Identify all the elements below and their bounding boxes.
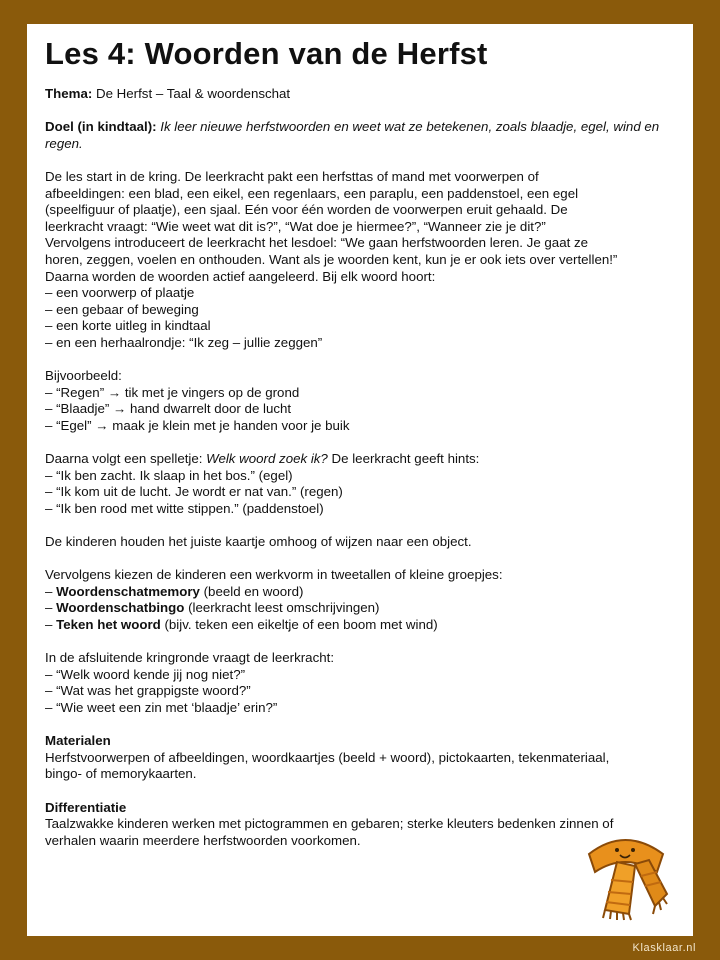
footer-brand: Klasklaar.nl	[632, 942, 696, 954]
materials-line: Herfstvoorwerpen of afbeeldingen, woordkaartjes (beeld + woord), pictokaarten, tekenmateriaal,	[45, 749, 610, 765]
workform-dash: –	[45, 600, 57, 616]
game-intro	[45, 451, 675, 468]
intro-line: Daarna worden de woorden actief aangeleerd. Bij elk woord hoort:	[45, 268, 436, 284]
game-prefix: Daarna volgt een spelletje:	[45, 451, 207, 467]
theme-line	[45, 86, 675, 103]
example-item: – “Regen” → tik met je vingers op de grond	[45, 384, 300, 400]
closing-question: – “Wat was het grappigste woord?”	[45, 683, 251, 699]
intro-block	[45, 169, 675, 352]
intro-line: Vervolgens introduceert de leerkracht het lesdoel: “We gaan herfstwoorden leren. Je gaat ze	[45, 235, 589, 251]
workform-name: Teken het woord	[56, 617, 161, 632]
goal-label: Doel (in kindtaal):	[45, 119, 157, 135]
game-hint: – “Ik ben rood met witte stippen.” (paddenstoel)	[45, 500, 324, 516]
lesson-sheet	[27, 24, 693, 936]
workform-dash: –	[45, 583, 57, 599]
workform-item	[45, 617, 675, 634]
workform-dash: –	[45, 617, 57, 632]
differentiation-line: Taalzwakke kinderen werken met pictogrammen en gebaren; sterke kleuters bedenken zinnen of	[45, 816, 614, 832]
materials-heading: Materialen	[45, 733, 111, 749]
game-block	[45, 451, 675, 517]
intro-line: horen, zeggen, voelen en onthouden. Want als je woorden kent, kun je er ook iets over vertellen!”	[45, 251, 618, 267]
game-hint: – “Ik kom uit de lucht. Je wordt er nat van.” (regen)	[45, 484, 343, 500]
closing-question: – “Welk woord kende jij nog niet?”	[45, 666, 246, 682]
example-item: – “Egel” → maak je klein met je handen voor je buik	[45, 417, 350, 433]
closing-block	[45, 650, 675, 716]
workforms-intro: Vervolgens kiezen de kinderen een werkvorm in tweetallen of kleine groepjes:	[45, 567, 503, 583]
workform-item	[45, 584, 675, 601]
workform-desc: (bijv. teken een eikeltje of een boom met wind)	[160, 617, 438, 632]
example-block	[45, 368, 675, 434]
differentiation-heading: Differentiatie	[45, 799, 127, 815]
workform-desc: (leerkracht leest omschrijvingen)	[184, 600, 380, 616]
example-heading: Bijvoorbeeld:	[45, 368, 122, 384]
workforms-block	[45, 567, 675, 633]
closing-question: – “Wie weet een zin met ‘blaadje’ erin?”	[45, 699, 278, 715]
theme-text: De Herfst – Taal & woordenschat	[92, 86, 291, 101]
intro-line: – een voorwerp of plaatje	[45, 285, 195, 301]
intro-line: – een gebaar of beweging	[45, 301, 199, 317]
intro-line: (speelfiguur of plaatje), een sjaal. Eén voor één worden de voorwerpen eruit gehaald. De	[45, 202, 568, 218]
scarf-icon	[577, 832, 673, 922]
materials-line: bingo- of memorykaarten.	[45, 766, 197, 782]
game-hint: – “Ik ben zacht. Ik slaap in het bos.” (egel)	[45, 467, 293, 483]
goal-line	[45, 119, 675, 152]
intro-line: leerkracht vraagt: “Wie weet wat dit is?”, “Wat doe je hiermee?”, “Wanneer zie je dit?”	[45, 218, 546, 234]
example-item: – “Blaadje” → hand dwarrelt door de lucht	[45, 401, 292, 417]
game-suffix: De leerkracht geeft hints:	[327, 451, 480, 467]
page-title: Les 4: Woorden van de Herfst	[45, 36, 488, 71]
workform-name: Woordenschatbingo	[56, 600, 185, 616]
materials-block	[45, 733, 675, 783]
theme-label: Thema:	[45, 86, 93, 101]
intro-line: afbeeldingen: een blad, een eikel, een regenlaars, een paraplu, een paddenstoel, een egel	[45, 185, 579, 201]
game-name: Welk woord zoek ik?	[206, 451, 328, 467]
intro-line: – en een herhaalrondje: “Ik zeg – jullie zeggen”	[45, 334, 323, 350]
differentiation-line: verhalen waarin meerdere herfstwoorden voorkomen.	[45, 832, 361, 848]
workform-name: Woordenschatmemory	[56, 583, 200, 599]
goal-text: Ik leer nieuwe herfstwoorden en weet wat ze betekenen, zoals blaadje, egel, wind en regen.	[45, 119, 660, 151]
closing-intro: In de afsluitende kringronde vraagt de leerkracht:	[45, 650, 335, 666]
hold-up-line: De kinderen houden het juiste kaartje omhoog of wijzen naar een object.	[45, 534, 472, 550]
workform-desc: (beeld en woord)	[199, 583, 304, 599]
intro-line: – een korte uitleg in kindtaal	[45, 318, 211, 334]
workform-item	[45, 600, 675, 617]
intro-line: De les start in de kring. De leerkracht pakt een herfsttas of mand met voorwerpen of	[45, 168, 539, 184]
